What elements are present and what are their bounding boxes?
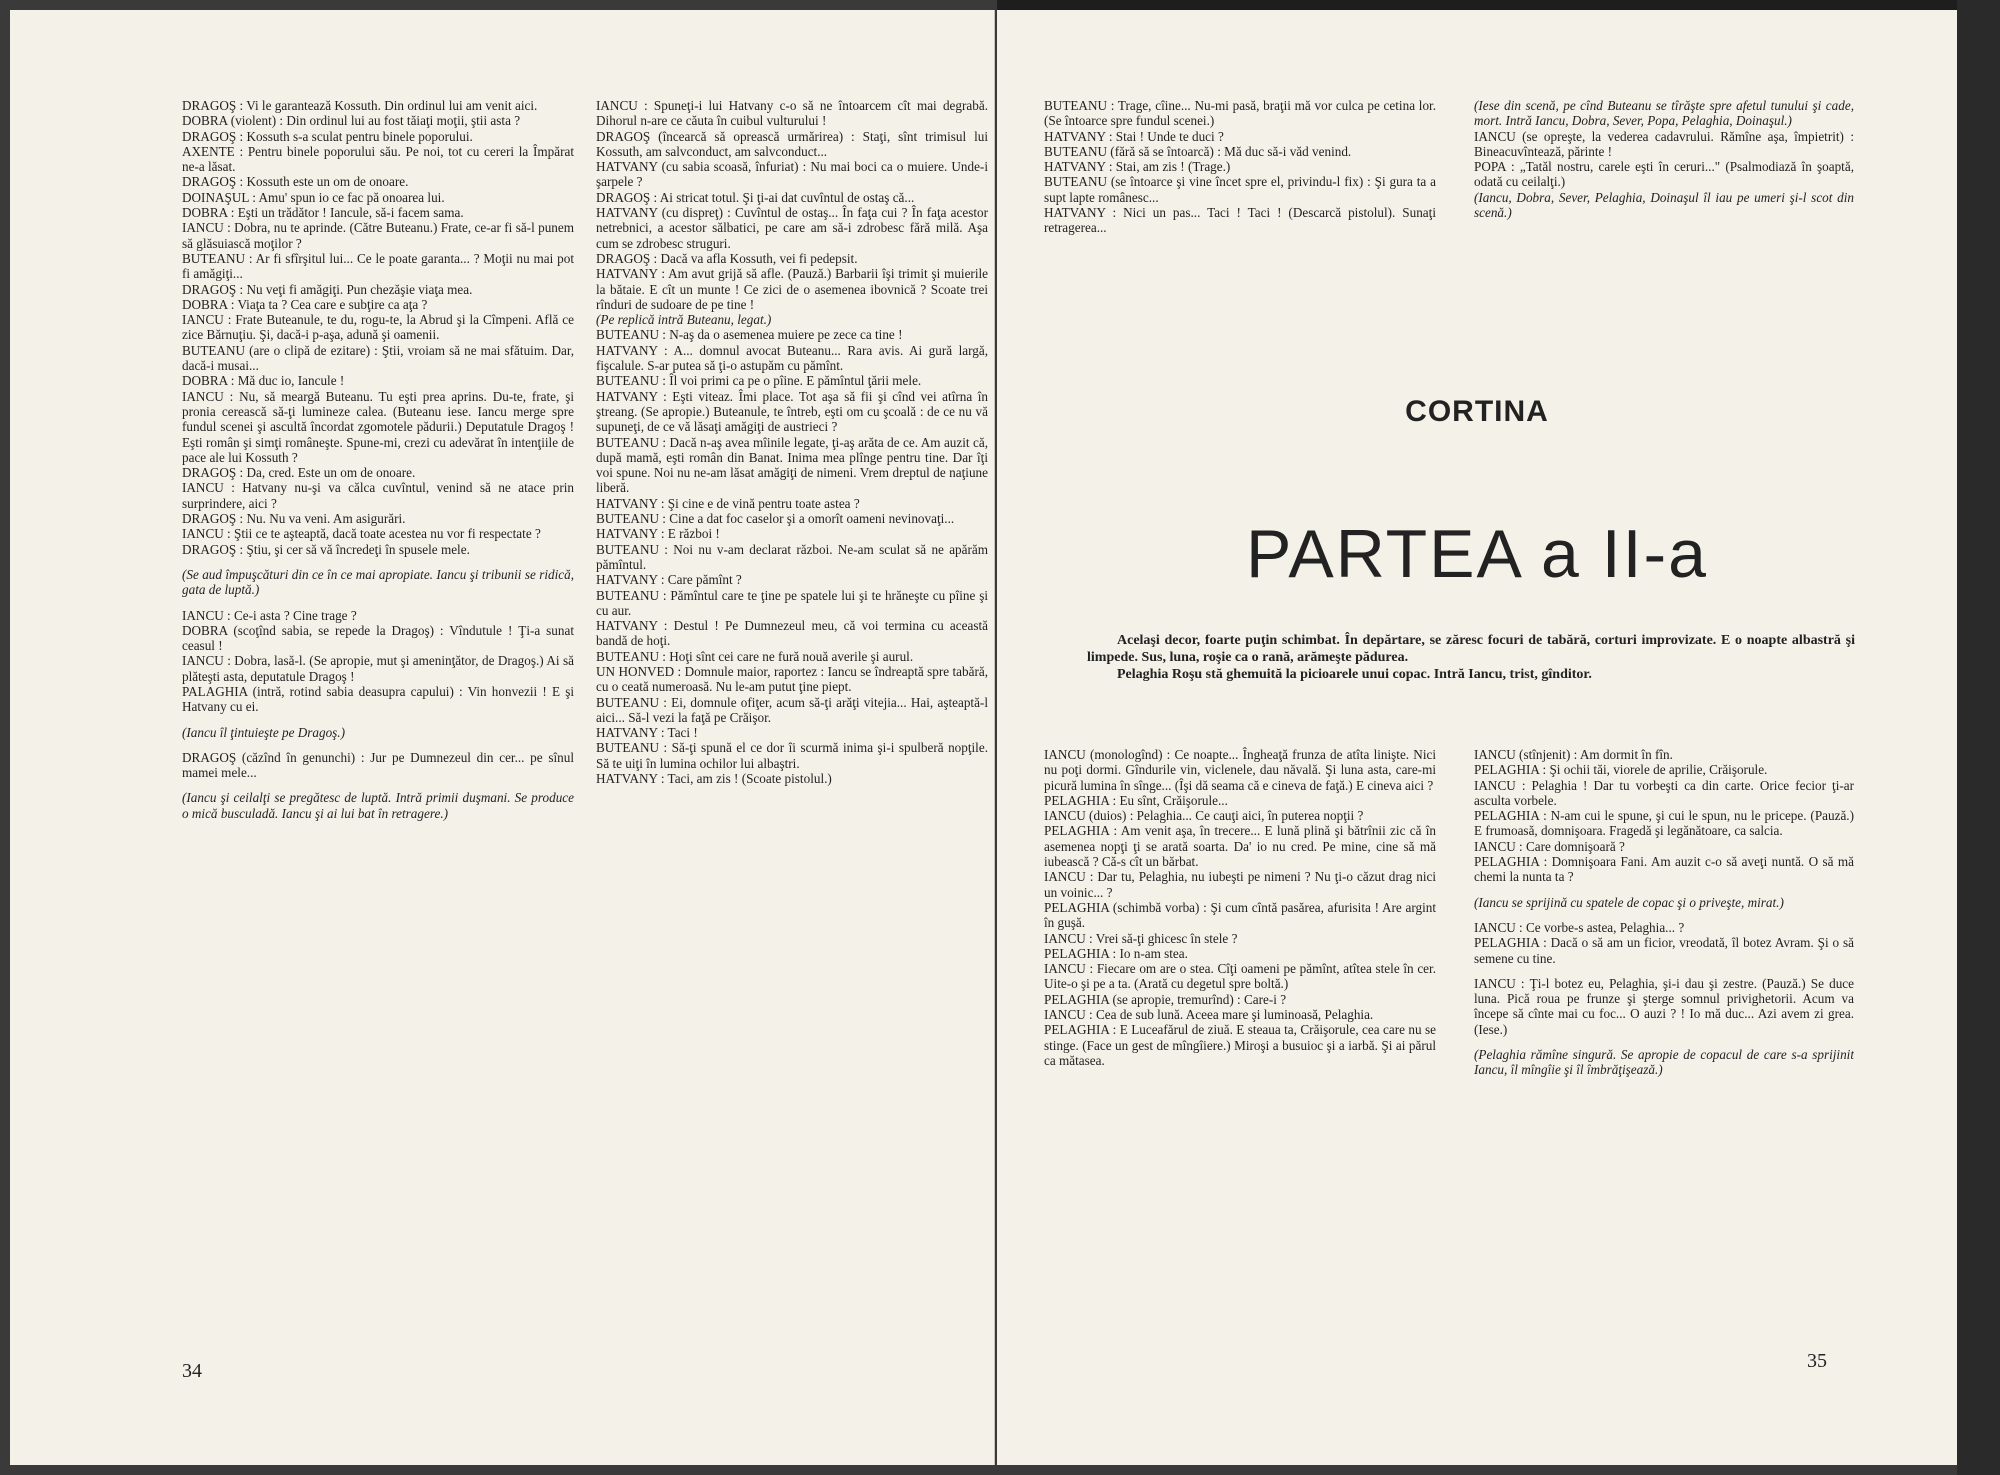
left-page [10,10,995,1465]
dialogue-line: UN HONVED : Domnule maior, raportez : Iancu se îndreaptă spre tabără, cu o ceată numeroasă. Nu le-am putut ţine piept. [596,663,988,695]
dialogue-line: IANCU : Cea de sub lună. Aceea mare şi luminoasă, Pelaghia. [1044,1007,1374,1023]
dialogue-line: IANCU : Dobra, nu te aprinde. (Către Buteanu.) Frate, ce-ar fi să-l punem să glăsuiască moţilor ? [182,220,574,251]
right-top-column-2 [1474,98,1854,220]
dialogue-line: IANCU : Care domnişoară ? [1474,838,1625,854]
dialogue-line: IANCU (stînjenit) : Am dormit în fîn. [1474,747,1673,762]
dialogue-line: BUTEANU : Îl voi primi ca pe o pîine. E pămîntul ţării mele. [596,373,922,389]
dialogue-line: BUTEANU : Ei, domnule ofiţer, acum să-ţi arăţi vitejia... Hai, aşteaptă-l aici... Să-l vezi la faţă pe Crăişor. [596,694,988,725]
dialogue-line: HATVANY : Nici un pas... Taci ! Taci ! (Descarcă pistolul). Sunaţi retragerea... [1044,205,1436,236]
right-top-column-1 [1044,98,1436,236]
dialogue-line: HATVANY (cu dispreţ) : Cuvîntul de ostaş... În faţa cui ? În faţa acestor netrebnici, a acestor sălbatici, pe care am să-i zdrobesc fără milă. Aşa cum se zdrobesc struguri. [596,205,988,251]
dialogue-line: BUTEANU : Noi nu v-am declarat război. Ne-am sculat să ne apărăm pămîntul. [596,541,988,572]
dialogue-line: HATVANY : Am avut grijă să afle. (Pauză.) Barbarii îşi trimit şi muierile la bătaie. E cît un munte ! Ce zici de o asemenea ibovnică ? Scoate trei rînduri de sudoare de pe tine ! [596,266,988,312]
dialogue-line: DOBRA : Eşti un trădător ! Iancule, să-i facem sama. [182,205,464,221]
dialogue-line: IANCU : Frate Buteanule, te du, rogu-te, la Abrud şi la Cîmpeni. Află ce zice Bărnuţiu. Şi, dacă-i p-aşa, adună şi oamenii. [182,312,574,343]
dialogue-line: HATVANY (cu sabia scoasă, înfuriat) : Nu mai boci ca o muiere. Unde-i şarpele ? [596,159,988,190]
dialogue-line: HATVANY : E război ! [596,526,720,542]
dialogue-line: HATVANY : Destul ! Pe Dumnezeul meu, că voi termina cu această bandă de hoţi. [596,618,988,649]
dialogue-line: DRAGOŞ (încearcă să oprească urmărirea) : Staţi, sînt trimisul lui Kossuth, am salvconduct, am salvconduct... [596,128,988,159]
dialogue-line: PELAGHIA : E Luceafărul de ziuă. E steaua ta, Crăişorule, cea care nu se stinge. (Face un gest de mîngîiere.) Miroşi a busuioc şi a iarbă. Şi ai părul ca mătasea. [1044,1022,1436,1068]
dialogue-line: IANCU : Fiecare om are o stea. Cîţi oameni pe pămînt, atîtea stele în cer. Uite-o şi pe a ta. (Arată cu degetul spre boltă.) [1044,961,1436,992]
dialogue-line: IANCU : Ce-i asta ? Cine trage ? [182,607,357,623]
dialogue-line: BUTEANU : Pămîntul care te ţine pe spatele lui şi te hrăneşte cu pîine şi cu aur. [596,587,988,618]
dialogue-line: HATVANY : Stai, am zis ! (Trage.) [1044,159,1231,175]
dialogue-line: DRAGOŞ : Nu. Nu va veni. Am asigurări. [182,511,406,527]
dialogue-line: DRAGOŞ : Ai stricat totul. Şi ţi-ai dat cuvîntul de ostaş că... [596,189,915,205]
dialogue-line: (Iancu îl ţintuieşte pe Dragoş.) [182,724,345,740]
dialogue-line: (Iancu şi ceilalţi se pregătesc de luptă. Intră primii duşmani. Se produce o mică busculadă. Iancu şi ai lui bat în retragere.) [182,790,574,821]
right-page [997,10,1957,1465]
dialogue-line: IANCU : Hatvany nu-şi va călca cuvîntul, venind să ne atace prin surprindere, aici ? [182,480,574,511]
dialogue-line: BUTEANU : Hoţi sînt cei care ne fură nouă averile şi aurul. [596,648,914,664]
right-bottom-column-2 [1474,747,1854,1088]
dialogue-line: HATVANY : Taci ! [596,725,698,741]
dialogue-line: DOBRA : Viaţa ta ? Cea care e subţire ca aţa ? [182,296,428,312]
binding-edge [997,0,1957,10]
dialogue-line: PELAGHIA : Domnişoara Fani. Am auzit c-o să aveţi nuntă. O să mă chemi la nunta ta ? [1474,854,1854,885]
dialogue-line: PELAGHIA : Şi ochii tăi, viorele de aprilie, Crăişorule. [1474,762,1768,778]
dialogue-line: BUTEANU (fără să se întoarcă) : Mă duc să-i văd venind. [1044,143,1352,159]
dialogue-line: DRAGOŞ : Kossuth este un om de onoare. [182,174,409,190]
dialogue-line: PELAGHIA : N-am cui le spune, şi cui le spun, nu le pricepe. (Pauză.) E frumoasă, domnişoara. Fragedă şi legănătoare, ca salcia. [1474,808,1854,839]
dialogue-line: DRAGOŞ (căzînd în genunchi) : Jur pe Dumnezeul din cer... pe sînul mamei mele... [182,749,574,781]
dialogue-line: BUTEANU : Trage, cîine... Nu-mi pasă, braţii mă vor culca pe cetina lor. (Se întoarce spre fundul scenei.) [1044,98,1436,129]
dialogue-line: (Se aud împuşcături din ce în ce mai apropiate. Iancu şi tribunii se ridică, gata de luptă.) [182,566,574,598]
dialogue-line: PELAGHIA : Am venit aşa, în trecere... E lună plină şi bătrînii zic că în asemenea nopţi ţi se arată soarta. Da' io nu cred. Pe mine, cine să mă iubească ? Că-s cît un bărbat. [1044,823,1436,870]
dialogue-line: BUTEANU (se întoarce şi vine încet spre el, privindu-l fix) : Şi gura ta a supt lapte românesc... [1044,174,1436,205]
dialogue-line: (Iancu, Dobra, Sever, Pelaghia, Doinaşul îl iau pe umeri şi-l scot din scenă.) [1474,189,1854,221]
dialogue-line: PELAGHIA : Io n-am stea. [1044,945,1188,961]
dialogue-line: PELAGHIA : Eu sînt, Crăişorule... [1044,792,1228,808]
dialogue-line: IANCU : Pelaghia ! Dar tu vorbeşti ca din carte. Orice fecior ţi-ar asculta vorbele. [1474,777,1854,808]
part-title: PARTEA a II-a [1246,516,1708,592]
dialogue-line: BUTEANU : Ar fi sfîrşitul lui... Ce le poate garanta... ? Moţii nu mai pot fi amăgiţi... [182,250,574,282]
dialogue-line: HATVANY : A... domnul avocat Buteanu... Rara avis. Ai gură largă, fişcalule. S-ar putea să ţi-o astupăm cu pămînt. [596,342,988,374]
dialogue-line: (Iancu se sprijină cu spatele de copac şi o priveşte, mirat.) [1474,894,1784,910]
dialogue-line: IANCU : Ţi-l botez eu, Pelaghia, şi-i dau şi zestre. (Pauză.) Se duce luna. Pică roua pe frunze şi şterge somnul privighetorii. Acum va începe să cînte mai cu foc... O auzi ? ! Io mă duc... Azi avem zi grea. (Iese.) [1474,975,1854,1037]
dialogue-line: DRAGOŞ : Kossuth s-a sculat pentru binele poporului. [182,128,473,144]
dialogue-line: IANCU : Vrei să-ţi ghicesc în stele ? [1044,930,1238,946]
left-column-1 [182,98,574,831]
dialogue-line: DRAGOŞ : Da, cred. Este un om de onoare. [182,465,416,481]
dialogue-line: BUTEANU (are o clipă de ezitare) : Ştii, vroiam să ne mai sfătuim. Dar, dacă-i musai... [182,342,574,374]
dialogue-line: PELAGHIA (schimbă vorba) : Şi cum cîntă pasărea, afurisita ! Are argint în guşă. [1044,899,1436,931]
dialogue-line: DOBRA (scoţînd sabia, se repede la Dragoş) : Vîndutule ! Ţi-a sunat ceasul ! [182,622,574,654]
dialogue-line: BUTEANU : Cine a dat foc caselor şi a omorît oameni nevinovaţi... [596,511,955,527]
dialogue-line: IANCU : Ştii ce te aşteaptă, dacă toate acestea nu vor fi respectate ? [182,526,541,542]
dialogue-line: PELAGHIA (se apropie, tremurînd) : Care-i ? [1044,991,1287,1007]
left-column-2 [596,98,988,786]
curtain-heading: CORTINA [1405,395,1549,428]
dialogue-line: DOBRA : Mă duc io, Iancule ! [182,373,345,389]
dialogue-line: DRAGOŞ : Ştiu, şi cer să vă încredeţi în spusele mele. [182,541,470,557]
dialogue-line: BUTEANU : Să-ţi spună el ce dor îi scurmă inima şi-i spulberă nopţile. Să te uiţi în lumina ochilor lui albaştri. [596,740,988,771]
book-cover-edge [1957,0,2000,1475]
page-number-right: 35 [1807,1350,1827,1372]
decor-paragraph-2: Pelaghia Roşu stă ghemuită la picioarele unui copac. Intră Iancu, trist, gînditor. [1117,667,1592,682]
dialogue-line: DOBRA (violent) : Din ordinul lui au fost tăiaţi moţii, ştii asta ? [182,113,521,129]
page-number-left: 34 [182,1360,202,1382]
dialogue-line: DRAGOŞ : Dacă va afla Kossuth, vei fi pedepsit. [596,250,858,266]
dialogue-line: DOINAŞUL : Amu' spun io ce fac pă onoarea lui. [182,189,445,205]
dialogue-line: BUTEANU : N-aş da o asemenea muiere pe zece ca tine ! [596,327,903,343]
dialogue-line: (Pe replică intră Buteanu, legat.) [596,312,772,328]
dialogue-line: DRAGOŞ : Vi le garantează Kossuth. Din ordinul lui am venit aici. [182,98,538,113]
dialogue-line: IANCU : Nu, să meargă Buteanu. Tu eşti prea aprins. Du-te, frate, şi pronia cerească să-ţi lumineze calea. (Buteanu iese. Iancu merge spre fundul scenei şi ascultă încordat zgomotele pădurii.) Deputatule Dragoş ! Eşti român şi simţi româneşte. Spune-mi, crezi cu adevărat în intenţiile de pace ale lui Kossuth ? [182,388,574,465]
dialogue-line: IANCU (duios) : Pelaghia... Ce cauţi aici, în puterea nopţii ? [1044,808,1364,824]
dialogue-line: (Iese din scenă, pe cînd Buteanu se tîrăşte spre afetul tunului şi cade, mort. Intră Iancu, Dobra, Sever, Popa, Pelaghia, Doinaşul.) [1474,98,1854,129]
dialogue-line: IANCU (se opreşte, la vederea cadavrului. Rămîne aşa, împietrit) : Bineacuvîntează, părinte ! [1474,128,1854,159]
dialogue-line: BUTEANU : Dacă n-aş avea mîinile legate, ţi-aş arăta de ce. Am auzit că, după mamă, eşti român din Banat. Inima mea plînge pentru tine. Dar îţi voi spune. Noi nu ne-am lăsat amăgiţi de nimeni. Vrem dreptul de naţiune liberă. [596,434,988,496]
decor-paragraph-1: Acelaşi decor, foarte puţin schimbat. În depărtare, se zăresc focuri de tabără, corturi improvizate. E o noapte albastră şi limpede. Sus, luna, roşie ca o rană, arămeşte pădurea. [1087,633,1855,665]
dialogue-line: HATVANY : Şi cine e de vină pentru toate astea ? [596,495,860,511]
dialogue-line: IANCU : Dobra, lasă-l. (Se apropie, mut şi ameninţător, de Dragoş.) Ai să plăteşti asta, deputatule Dragoş ! [182,653,574,684]
dialogue-line: IANCU : Dar tu, Pelaghia, nu iubeşti pe nimeni ? Nu ţi-o căzut drag nici un voinic... ? [1044,869,1436,900]
dialogue-line: DRAGOŞ : Nu veţi fi amăgiţi. Pun chezăşie viaţa mea. [182,281,473,297]
dialogue-line: HATVANY : Care pămînt ? [596,572,742,588]
right-bottom-column-1 [1044,747,1436,1068]
dialogue-line: (Pelaghia rămîne singură. Se apropie de copacul de care s-a sprijinit Iancu, îl mîngîie şi îl îmbrăţişează.) [1474,1047,1854,1078]
dialogue-line: HATVANY : Eşti viteaz. Îmi place. Tot aşa să fii şi cînd vei atîrna în ştreang. (Se apropie.) Buteanule, te întreb, eşti om cu şcoală : de ce nu vă supuneţi, de ce vă lăsaţi amăgiţi de austrieci ? [596,388,988,435]
dialogue-line: IANCU : Ce vorbe-s astea, Pelaghia... ? [1474,919,1685,935]
dialogue-line: PALAGHIA (intră, rotind sabia deasupra capului) : Vin honvezii ! E şi Hatvany cu ei. [182,683,574,715]
scene-description [1087,632,1855,683]
dialogue-line: HATVANY : Stai ! Unde te duci ? [1044,128,1224,144]
dialogue-line: IANCU : Spuneţi-i lui Hatvany c-o să ne întoarcem cît mai degrabă. Dihorul n-are ce căuta în cuibul vulturului ! [596,98,988,129]
dialogue-line: IANCU (monologînd) : Ce noapte... Îngheaţă frunza de atîta linişte. Nici nu poţi dormi. Gîndurile vin, viclenele, dau năvală. Şi luna asta, care-mi picură lumina în sînge... (Îşi dă seama că e cineva de faţă.) E cineva aici ? [1044,747,1436,793]
dialogue-line: POPA : „Tatăl nostru, carele eşti în ceruri..." (Psalmodiază în şoaptă, odată cu ceilalţi.) [1474,159,1854,190]
dialogue-line: HATVANY : Taci, am zis ! (Scoate pistolul.) [596,771,832,787]
dialogue-line: AXENTE : Pentru binele poporului său. Pe noi, tot cu cereri la Împărat ne-a lăsat. [182,143,574,175]
dialogue-line: PELAGHIA : Dacă o să am un ficior, vreodată, îl botez Avram. Şi o să semene cu tine. [1474,935,1854,966]
